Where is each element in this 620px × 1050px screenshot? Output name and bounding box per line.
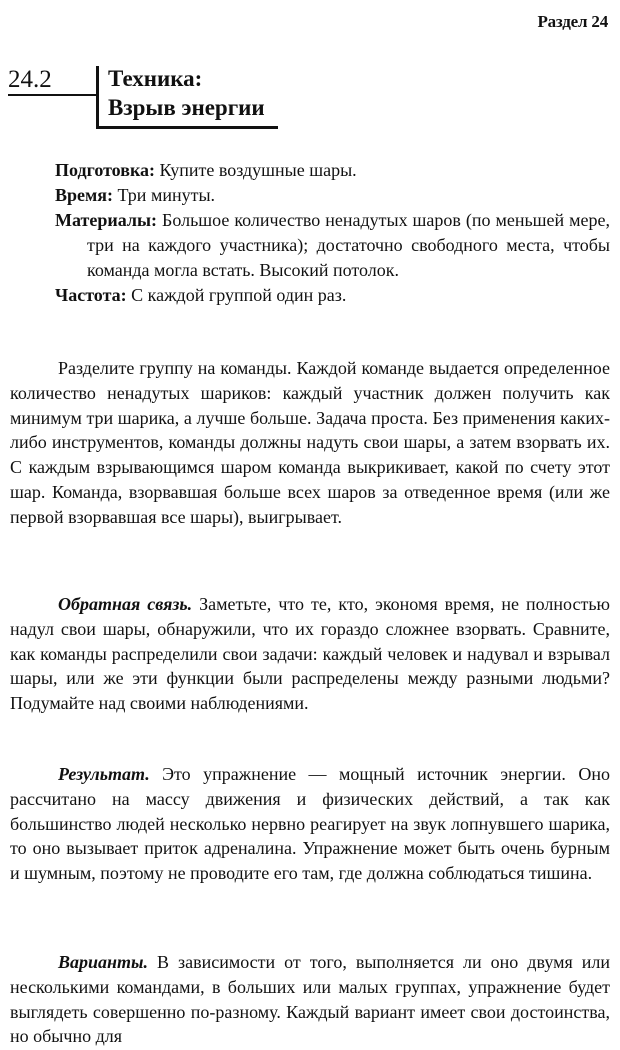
meta-materials-value: Большое количество ненадутых шаров (по меньшей мере, три на каждого участника); достаточно свободного места, чтобы команда могла встать. Высокий потолок. bbox=[87, 210, 610, 280]
meta-frequency bbox=[55, 283, 610, 308]
meta-preparation bbox=[55, 158, 610, 183]
paragraph-instructions: Разделите группу на команды. Каждой команде выдается определенное количество ненадутых шариков: каждый участник должен получить как минимум три шарика, а лучше больше. Задача проста. Без применения каких-либо инструментов, команды должны надуть свои шары, а затем взорвать их. С каждым взрывающимся шаром команда выкрикивает, какой по счету этот шар. Команда, взорвавшая больше всех шаров за отведенное время (или же первой взорвавшая все шары), выигрывает. bbox=[10, 358, 610, 527]
meta-materials bbox=[55, 208, 610, 283]
paragraph-result bbox=[10, 762, 610, 886]
paragraph-variants-lead: Варианты. bbox=[58, 952, 148, 972]
section-heading bbox=[0, 60, 620, 140]
meta-time-key: Время: bbox=[55, 185, 113, 205]
paragraph-result-lead: Результат. bbox=[58, 764, 150, 784]
exercise-metadata bbox=[55, 158, 610, 308]
section-title-rule bbox=[96, 126, 278, 129]
section-vertical-bar bbox=[96, 66, 99, 128]
meta-preparation-key: Подготовка: bbox=[55, 160, 156, 180]
section-number: 24.2 bbox=[8, 66, 52, 93]
paragraph-feedback-text: Заметьте, что те, кто, экономя время, не полностью надул свои шары, обнаружили, что их гораздо сложнее взорвать. Сравните, как команды распределили свои задачи: каждый человек и надувал и взрывал шары, или же эти функции были распределены между разными людьми? Подумайте над своими наблюдениями. bbox=[10, 594, 610, 714]
meta-preparation-value: Купите воздушные шары. bbox=[155, 160, 357, 180]
meta-frequency-key: Частота: bbox=[55, 285, 127, 305]
paragraph-result-text: Это упражнение — мощный источник энергии. Оно рассчитано на массу движения и физических действий, а так как большинство людей несколько нервно реагирует на звук лопнувшего шарика, то оно вызывает приток адреналина. Упражнение может быть очень бурным и шумным, поэтому не проводите его там, где должна соблюдаться тишина. bbox=[10, 764, 610, 884]
paragraph-variants-text: В зависимости от того, выполняется ли оно двумя или несколькими командами, в больших или малых группах, упражнение будет выглядеть совершенно по-разному. Каждый вариант имеет свои достоинства, но обычно для bbox=[10, 952, 610, 1047]
meta-materials-key: Материалы: bbox=[55, 210, 158, 230]
section-number-rule bbox=[8, 94, 96, 96]
paragraph-feedback bbox=[10, 592, 610, 716]
meta-time-value: Три минуты. bbox=[113, 185, 216, 205]
section-title-line-1: Техника: bbox=[108, 66, 203, 91]
paragraph-feedback-lead: Обратная связь. bbox=[58, 594, 193, 614]
meta-time bbox=[55, 183, 610, 208]
section-title bbox=[108, 64, 265, 122]
meta-frequency-value: С каждой группой один раз. bbox=[126, 285, 347, 305]
paragraph-variants bbox=[10, 950, 610, 1049]
running-head: Раздел 24 bbox=[537, 12, 608, 31]
section-title-line-2: Взрыв энергии bbox=[108, 95, 265, 120]
